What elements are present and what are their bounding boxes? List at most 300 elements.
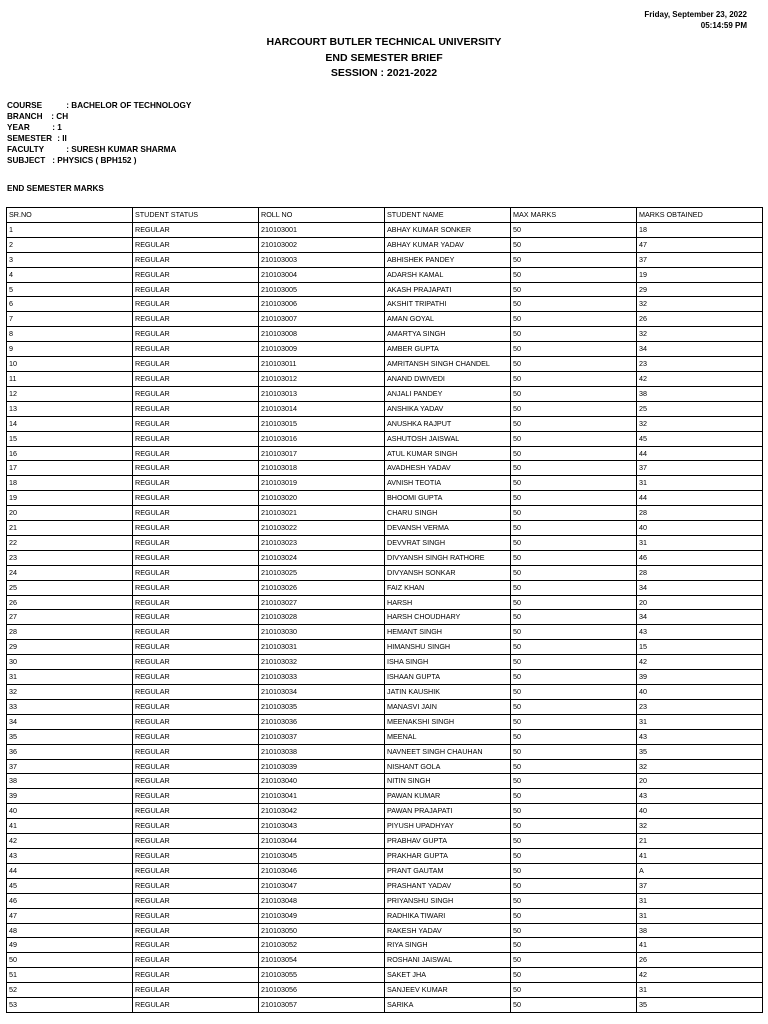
table-row bbox=[7, 386, 763, 401]
table-cell: ABHISHEK PANDEY bbox=[385, 252, 511, 267]
table-cell: 210103017 bbox=[259, 446, 385, 461]
table-cell: 50 bbox=[511, 357, 637, 372]
table-cell: 50 bbox=[511, 595, 637, 610]
table-cell: HARSH bbox=[385, 595, 511, 610]
table-cell: 210103052 bbox=[259, 938, 385, 953]
table-cell: REGULAR bbox=[133, 625, 259, 640]
table-cell: REGULAR bbox=[133, 491, 259, 506]
table-cell: 23 bbox=[637, 357, 763, 372]
table-cell: 50 bbox=[511, 327, 637, 342]
table-cell: 13 bbox=[7, 401, 133, 416]
table-cell: REGULAR bbox=[133, 252, 259, 267]
table-cell: 25 bbox=[637, 401, 763, 416]
table-cell: 210103046 bbox=[259, 863, 385, 878]
info-label: SEMESTER bbox=[7, 133, 53, 143]
table-cell: REGULAR bbox=[133, 237, 259, 252]
table-cell: 210103040 bbox=[259, 774, 385, 789]
table-cell: 210103003 bbox=[259, 252, 385, 267]
table-cell: 210103014 bbox=[259, 401, 385, 416]
info-value: : SURESH KUMAR SHARMA bbox=[64, 144, 177, 154]
table-cell: 4 bbox=[7, 267, 133, 282]
table-cell: 26 bbox=[637, 953, 763, 968]
table-cell: SANJEEV KUMAR bbox=[385, 983, 511, 998]
table-cell: 50 bbox=[511, 878, 637, 893]
table-cell: 46 bbox=[7, 893, 133, 908]
table-cell: MANASVI JAIN bbox=[385, 699, 511, 714]
table-cell: 20 bbox=[637, 774, 763, 789]
table-cell: 50 bbox=[511, 983, 637, 998]
table-cell: PIYUSH UPADHYAY bbox=[385, 819, 511, 834]
table-cell: 50 bbox=[511, 819, 637, 834]
table-cell: RADHIKA TIWARI bbox=[385, 908, 511, 923]
table-cell: 50 bbox=[511, 968, 637, 983]
table-cell: 52 bbox=[7, 983, 133, 998]
table-cell: ISHAAN GUPTA bbox=[385, 670, 511, 685]
table-cell: ASHUTOSH JAISWAL bbox=[385, 431, 511, 446]
table-cell: 26 bbox=[7, 595, 133, 610]
table-cell: 50 bbox=[511, 789, 637, 804]
table-cell: 31 bbox=[637, 983, 763, 998]
table-cell: 11 bbox=[7, 371, 133, 386]
table-row bbox=[7, 685, 763, 700]
session-label: SESSION : 2021-2022 bbox=[330, 67, 438, 79]
table-cell: REGULAR bbox=[133, 834, 259, 849]
table-cell: REGULAR bbox=[133, 357, 259, 372]
table-row bbox=[7, 804, 763, 819]
table-cell: 210103024 bbox=[259, 550, 385, 565]
table-cell: REGULAR bbox=[133, 804, 259, 819]
table-row bbox=[7, 998, 763, 1013]
table-cell: 21 bbox=[7, 521, 133, 536]
table-cell: 210103001 bbox=[259, 222, 385, 237]
table-cell: 19 bbox=[637, 267, 763, 282]
table-cell: REGULAR bbox=[133, 774, 259, 789]
table-cell: 50 bbox=[511, 998, 637, 1013]
table-cell: REGULAR bbox=[133, 327, 259, 342]
table-cell: REGULAR bbox=[133, 968, 259, 983]
table-cell: 50 bbox=[511, 521, 637, 536]
table-cell: NITIN SINGH bbox=[385, 774, 511, 789]
table-cell: 210103018 bbox=[259, 461, 385, 476]
table-cell: PAWAN PRAJAPATI bbox=[385, 804, 511, 819]
table-row bbox=[7, 431, 763, 446]
table-cell: 41 bbox=[637, 848, 763, 863]
table-cell: REGULAR bbox=[133, 446, 259, 461]
table-row bbox=[7, 416, 763, 431]
table-cell: ANAND DWIVEDI bbox=[385, 371, 511, 386]
column-header: MAX MARKS bbox=[511, 208, 637, 223]
table-cell: 28 bbox=[637, 506, 763, 521]
table-row bbox=[7, 774, 763, 789]
table-cell: 32 bbox=[7, 685, 133, 700]
table-cell: 32 bbox=[637, 297, 763, 312]
table-cell: 50 bbox=[511, 655, 637, 670]
table-cell: REGULAR bbox=[133, 431, 259, 446]
table-cell: 50 bbox=[511, 834, 637, 849]
table-row bbox=[7, 521, 763, 536]
table-cell: 40 bbox=[637, 804, 763, 819]
table-cell: ISHA SINGH bbox=[385, 655, 511, 670]
table-cell: 33 bbox=[7, 699, 133, 714]
table-row bbox=[7, 342, 763, 357]
table-cell: 210103050 bbox=[259, 923, 385, 938]
table-cell: 28 bbox=[7, 625, 133, 640]
table-cell: 50 bbox=[511, 744, 637, 759]
table-cell: SARIKA bbox=[385, 998, 511, 1013]
table-cell: ATUL KUMAR SINGH bbox=[385, 446, 511, 461]
table-cell: 34 bbox=[637, 610, 763, 625]
table-cell: 210103042 bbox=[259, 804, 385, 819]
table-cell: 210103027 bbox=[259, 595, 385, 610]
table-row bbox=[7, 983, 763, 998]
table-row bbox=[7, 714, 763, 729]
table-row bbox=[7, 625, 763, 640]
table-cell: 50 bbox=[511, 908, 637, 923]
report-time: 05:14:59 PM bbox=[700, 21, 747, 30]
table-row bbox=[7, 535, 763, 550]
table-cell: 8 bbox=[7, 327, 133, 342]
table-cell: 38 bbox=[637, 386, 763, 401]
table-cell: 210103036 bbox=[259, 714, 385, 729]
table-row bbox=[7, 476, 763, 491]
table-cell: REGULAR bbox=[133, 521, 259, 536]
table-cell: PRAKHAR GUPTA bbox=[385, 848, 511, 863]
table-cell: 19 bbox=[7, 491, 133, 506]
table-cell: 31 bbox=[637, 535, 763, 550]
table-cell: 44 bbox=[637, 491, 763, 506]
table-row bbox=[7, 819, 763, 834]
table-cell: REGULAR bbox=[133, 714, 259, 729]
table-row bbox=[7, 506, 763, 521]
table-cell: 50 bbox=[511, 893, 637, 908]
column-header: STUDENT NAME bbox=[385, 208, 511, 223]
table-cell: 210103033 bbox=[259, 670, 385, 685]
table-cell: 210103038 bbox=[259, 744, 385, 759]
table-cell: ROSHANI JAISWAL bbox=[385, 953, 511, 968]
table-cell: REGULAR bbox=[133, 550, 259, 565]
table-cell: PAWAN KUMAR bbox=[385, 789, 511, 804]
info-value: : II bbox=[55, 133, 67, 143]
table-cell: 14 bbox=[7, 416, 133, 431]
table-cell: 50 bbox=[511, 729, 637, 744]
table-row bbox=[7, 580, 763, 595]
table-row bbox=[7, 863, 763, 878]
table-cell: 210103041 bbox=[259, 789, 385, 804]
table-cell: REGULAR bbox=[133, 476, 259, 491]
table-cell: 210103039 bbox=[259, 759, 385, 774]
table-cell: 39 bbox=[637, 670, 763, 685]
table-cell: 12 bbox=[7, 386, 133, 401]
table-cell: ANUSHKA RAJPUT bbox=[385, 416, 511, 431]
table-cell: 50 bbox=[511, 804, 637, 819]
table-cell: 210103015 bbox=[259, 416, 385, 431]
table-cell: PRASHANT YADAV bbox=[385, 878, 511, 893]
table-row bbox=[7, 968, 763, 983]
table-cell: 30 bbox=[7, 655, 133, 670]
table-cell: 210103025 bbox=[259, 565, 385, 580]
table-cell: 34 bbox=[637, 580, 763, 595]
table-cell: BHOOMI GUPTA bbox=[385, 491, 511, 506]
table-cell: REGULAR bbox=[133, 848, 259, 863]
table-cell: 45 bbox=[637, 431, 763, 446]
table-cell: 41 bbox=[7, 819, 133, 834]
table-row bbox=[7, 953, 763, 968]
table-cell: 31 bbox=[637, 476, 763, 491]
table-cell: 32 bbox=[637, 416, 763, 431]
table-cell: 24 bbox=[7, 565, 133, 580]
table-cell: AVADHESH YADAV bbox=[385, 461, 511, 476]
table-cell: 32 bbox=[637, 327, 763, 342]
table-row bbox=[7, 222, 763, 237]
table-cell: AVNISH TEOTIA bbox=[385, 476, 511, 491]
table-cell: 42 bbox=[7, 834, 133, 849]
table-row bbox=[7, 312, 763, 327]
table-cell: HARSH CHOUDHARY bbox=[385, 610, 511, 625]
table-cell: REGULAR bbox=[133, 699, 259, 714]
table-cell: 210103055 bbox=[259, 968, 385, 983]
table-cell: 210103026 bbox=[259, 580, 385, 595]
table-cell: 51 bbox=[7, 968, 133, 983]
table-cell: 31 bbox=[637, 714, 763, 729]
table-cell: REGULAR bbox=[133, 401, 259, 416]
table-cell: REGULAR bbox=[133, 386, 259, 401]
table-cell: 50 bbox=[511, 297, 637, 312]
table-cell: REGULAR bbox=[133, 938, 259, 953]
info-row bbox=[7, 112, 191, 123]
table-row bbox=[7, 640, 763, 655]
info-label: SUBJECT bbox=[7, 155, 46, 165]
table-cell: 22 bbox=[7, 535, 133, 550]
table-cell: 50 bbox=[511, 923, 637, 938]
table-cell: SAKET JHA bbox=[385, 968, 511, 983]
table-cell: REGULAR bbox=[133, 416, 259, 431]
table-cell: 40 bbox=[7, 804, 133, 819]
report-header bbox=[0, 35, 768, 82]
table-cell: 29 bbox=[7, 640, 133, 655]
table-cell: REGULAR bbox=[133, 461, 259, 476]
table-row bbox=[7, 550, 763, 565]
table-cell: A bbox=[637, 863, 763, 878]
table-row bbox=[7, 893, 763, 908]
table-cell: 43 bbox=[637, 789, 763, 804]
table-cell: 210103054 bbox=[259, 953, 385, 968]
table-cell: REGULAR bbox=[133, 878, 259, 893]
table-cell: REGULAR bbox=[133, 893, 259, 908]
table-cell: 5 bbox=[7, 282, 133, 297]
table-cell: ANJALI PANDEY bbox=[385, 386, 511, 401]
table-row bbox=[7, 282, 763, 297]
table-cell: 210103034 bbox=[259, 685, 385, 700]
table-cell: JATIN KAUSHIK bbox=[385, 685, 511, 700]
table-row bbox=[7, 565, 763, 580]
table-cell: 50 bbox=[511, 550, 637, 565]
info-row bbox=[7, 156, 191, 167]
table-cell: 45 bbox=[7, 878, 133, 893]
table-cell: 18 bbox=[7, 476, 133, 491]
table-cell: PRABHAV GUPTA bbox=[385, 834, 511, 849]
table-cell: 39 bbox=[7, 789, 133, 804]
table-cell: REGULAR bbox=[133, 565, 259, 580]
table-cell: 50 bbox=[511, 416, 637, 431]
table-row bbox=[7, 655, 763, 670]
table-row bbox=[7, 759, 763, 774]
info-row bbox=[7, 145, 191, 156]
table-cell: 50 bbox=[511, 267, 637, 282]
table-cell: 34 bbox=[7, 714, 133, 729]
table-cell: 50 bbox=[511, 535, 637, 550]
table-cell: 6 bbox=[7, 297, 133, 312]
table-cell: 210103047 bbox=[259, 878, 385, 893]
table-cell: REGULAR bbox=[133, 863, 259, 878]
table-cell: AKSHIT TRIPATHI bbox=[385, 297, 511, 312]
table-row bbox=[7, 789, 763, 804]
table-cell: REGULAR bbox=[133, 610, 259, 625]
table-cell: 47 bbox=[7, 908, 133, 923]
table-cell: 50 bbox=[511, 863, 637, 878]
table-cell: REGULAR bbox=[133, 655, 259, 670]
table-cell: 35 bbox=[7, 729, 133, 744]
table-cell: FAIZ KHAN bbox=[385, 580, 511, 595]
section-title: END SEMESTER MARKS bbox=[7, 184, 104, 193]
table-cell: REGULAR bbox=[133, 670, 259, 685]
table-cell: 210103028 bbox=[259, 610, 385, 625]
table-cell: REGULAR bbox=[133, 908, 259, 923]
table-cell: ADARSH KAMAL bbox=[385, 267, 511, 282]
table-row bbox=[7, 908, 763, 923]
table-cell: AMRITANSH SINGH CHANDEL bbox=[385, 357, 511, 372]
table-cell: 210103056 bbox=[259, 983, 385, 998]
table-row bbox=[7, 401, 763, 416]
table-cell: 32 bbox=[637, 759, 763, 774]
table-cell: 50 bbox=[511, 491, 637, 506]
table-cell: CHARU SINGH bbox=[385, 506, 511, 521]
info-value: : BACHELOR OF TECHNOLOGY bbox=[64, 101, 192, 110]
marks-table bbox=[6, 207, 763, 1013]
table-cell: 210103045 bbox=[259, 848, 385, 863]
info-row bbox=[7, 123, 191, 134]
info-label: COURSE bbox=[7, 101, 43, 110]
table-cell: REGULAR bbox=[133, 282, 259, 297]
table-cell: 31 bbox=[637, 893, 763, 908]
table-row bbox=[7, 744, 763, 759]
table-row bbox=[7, 610, 763, 625]
table-row bbox=[7, 699, 763, 714]
table-cell: 26 bbox=[637, 312, 763, 327]
table-row bbox=[7, 357, 763, 372]
table-cell: 35 bbox=[637, 998, 763, 1013]
table-cell: 50 bbox=[511, 476, 637, 491]
table-cell: 50 bbox=[511, 848, 637, 863]
table-cell: 21 bbox=[637, 834, 763, 849]
table-cell: REGULAR bbox=[133, 923, 259, 938]
info-value: : 1 bbox=[50, 122, 62, 132]
info-value: : CH bbox=[49, 111, 69, 121]
course-info bbox=[7, 101, 191, 166]
table-cell: 50 bbox=[511, 506, 637, 521]
table-cell: 50 bbox=[511, 461, 637, 476]
table-cell: ABHAY KUMAR SONKER bbox=[385, 222, 511, 237]
table-cell: 50 bbox=[511, 386, 637, 401]
table-cell: REGULAR bbox=[133, 685, 259, 700]
table-cell: 210103049 bbox=[259, 908, 385, 923]
table-cell: 50 bbox=[511, 237, 637, 252]
report-date: Friday, September 23, 2022 bbox=[644, 10, 747, 19]
column-header: MARKS OBTAINED bbox=[637, 208, 763, 223]
column-header: ROLL NO bbox=[259, 208, 385, 223]
table-cell: ABHAY KUMAR YADAV bbox=[385, 237, 511, 252]
table-cell: 23 bbox=[637, 699, 763, 714]
table-row bbox=[7, 327, 763, 342]
table-row bbox=[7, 938, 763, 953]
table-cell: 50 bbox=[511, 222, 637, 237]
table-cell: REGULAR bbox=[133, 640, 259, 655]
table-cell: 210103044 bbox=[259, 834, 385, 849]
table-cell: 44 bbox=[7, 863, 133, 878]
report-datetime bbox=[644, 9, 747, 31]
table-cell: 15 bbox=[637, 640, 763, 655]
table-cell: 50 bbox=[511, 565, 637, 580]
table-cell: 42 bbox=[637, 968, 763, 983]
table-cell: 20 bbox=[7, 506, 133, 521]
table-cell: 210103008 bbox=[259, 327, 385, 342]
table-cell: REGULAR bbox=[133, 983, 259, 998]
table-cell: 50 bbox=[511, 938, 637, 953]
table-cell: REGULAR bbox=[133, 506, 259, 521]
table-cell: 10 bbox=[7, 357, 133, 372]
table-cell: 50 bbox=[511, 774, 637, 789]
table-cell: 210103004 bbox=[259, 267, 385, 282]
table-cell: 31 bbox=[7, 670, 133, 685]
table-cell: 42 bbox=[637, 371, 763, 386]
info-value: : PHYSICS ( BPH152 ) bbox=[50, 155, 137, 165]
table-row bbox=[7, 923, 763, 938]
table-cell: 50 bbox=[511, 252, 637, 267]
table-cell: 210103020 bbox=[259, 491, 385, 506]
table-cell: PRIYANSHU SINGH bbox=[385, 893, 511, 908]
table-cell: 16 bbox=[7, 446, 133, 461]
table-cell: 210103016 bbox=[259, 431, 385, 446]
table-row bbox=[7, 878, 763, 893]
table-cell: REGULAR bbox=[133, 759, 259, 774]
table-cell: 25 bbox=[7, 580, 133, 595]
table-cell: 50 bbox=[511, 670, 637, 685]
table-cell: 42 bbox=[637, 655, 763, 670]
table-cell: 20 bbox=[637, 595, 763, 610]
table-cell: 50 bbox=[511, 446, 637, 461]
table-cell: 47 bbox=[637, 237, 763, 252]
table-cell: 49 bbox=[7, 938, 133, 953]
table-cell: 210103037 bbox=[259, 729, 385, 744]
table-cell: 50 bbox=[511, 342, 637, 357]
table-cell: 15 bbox=[7, 431, 133, 446]
table-row bbox=[7, 670, 763, 685]
table-cell: 2 bbox=[7, 237, 133, 252]
table-cell: 210103032 bbox=[259, 655, 385, 670]
table-cell: 18 bbox=[637, 222, 763, 237]
table-cell: 9 bbox=[7, 342, 133, 357]
table-row bbox=[7, 446, 763, 461]
table-cell: REGULAR bbox=[133, 595, 259, 610]
table-cell: REGULAR bbox=[133, 297, 259, 312]
info-label: BRANCH bbox=[7, 111, 43, 121]
table-cell: REGULAR bbox=[133, 789, 259, 804]
table-cell: ANSHIKA YADAV bbox=[385, 401, 511, 416]
table-cell: 28 bbox=[637, 565, 763, 580]
table-row bbox=[7, 252, 763, 267]
table-cell: 44 bbox=[637, 446, 763, 461]
table-row bbox=[7, 834, 763, 849]
table-cell: 210103035 bbox=[259, 699, 385, 714]
